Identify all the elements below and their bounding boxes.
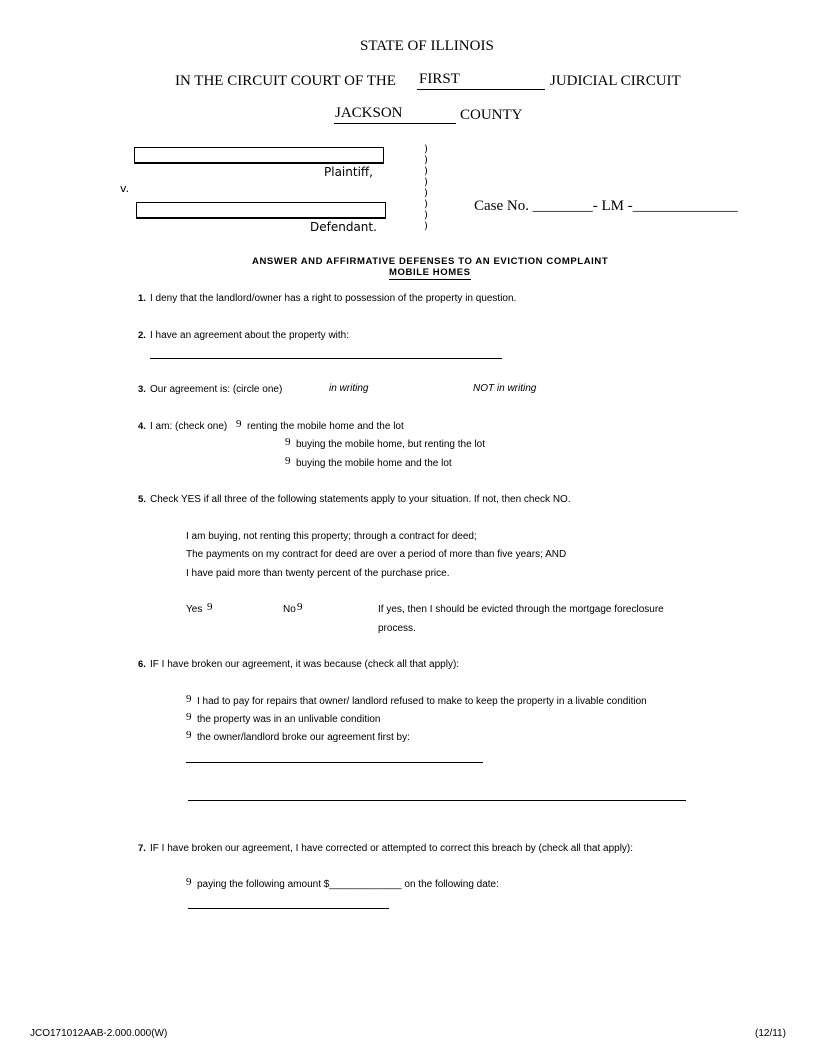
item-6-number: 6. bbox=[138, 659, 146, 670]
item-7-text: IF I have broken our agreement, I have corrected or attempted to correct this breach by (check all that apply): bbox=[150, 843, 634, 854]
statement-3: I have paid more than twenty percent of the purchase price. bbox=[186, 568, 450, 579]
statement-2: The payments on my contract for deed are over a period of more than five years; AND bbox=[186, 549, 567, 560]
county-value: JACKSON bbox=[335, 105, 403, 121]
paren: ) bbox=[424, 210, 428, 221]
item-1-number: 1. bbox=[138, 293, 146, 304]
paren: ) bbox=[424, 155, 428, 166]
paren: ) bbox=[424, 188, 428, 199]
paren: ) bbox=[424, 177, 428, 188]
circuit-value: FIRST bbox=[419, 71, 460, 87]
option-in-writing[interactable]: in writing bbox=[329, 383, 369, 394]
item-6-text: IF I have broken our agreement, it was because (check all that apply): bbox=[150, 659, 460, 670]
item-5-number: 5. bbox=[138, 494, 146, 505]
checkbox-landlord-broke-first[interactable]: 9 bbox=[186, 729, 192, 741]
item-4-number: 4. bbox=[138, 421, 146, 432]
option-buying-home-renting-lot: buying the mobile home, but renting the lot bbox=[296, 439, 486, 450]
payment-date-field[interactable] bbox=[188, 898, 389, 909]
option-unlivable: the property was in an unlivable condition bbox=[197, 714, 381, 725]
county-field[interactable] bbox=[334, 105, 456, 124]
county-label: COUNTY bbox=[460, 107, 523, 123]
form-title: ANSWER AND AFFIRMATIVE DEFENSES TO AN EVICTION COMPLAINT bbox=[252, 256, 609, 267]
item-2-text: I have an agreement about the property with: bbox=[150, 330, 350, 341]
option-paid-repairs: I had to pay for repairs that owner/ landlord refused to make to keep the property in a livable condition bbox=[197, 696, 647, 707]
revision-date: (12/11) bbox=[755, 1028, 786, 1039]
checkbox-paid-repairs[interactable]: 9 bbox=[186, 693, 192, 705]
checkbox-buying-home-renting-lot[interactable]: 9 bbox=[285, 436, 291, 448]
paren: ) bbox=[424, 144, 428, 155]
item-4-text: I am: (check one) bbox=[150, 421, 228, 432]
no-label: No bbox=[283, 604, 296, 615]
defendant-label: Defendant. bbox=[310, 220, 377, 234]
circuit-field[interactable] bbox=[417, 71, 545, 90]
item-5-text: Check YES if all three of the following statements apply to your situation. If not, then check NO. bbox=[150, 494, 571, 505]
plaintiff-label: Plaintiff, bbox=[324, 165, 373, 179]
option-landlord-broke-first: the owner/landlord broke our agreement first by: bbox=[197, 732, 410, 743]
statement-1: I am buying, not renting this property; through a contract for deed; bbox=[186, 531, 477, 542]
circuit-suffix: JUDICIAL CIRCUIT bbox=[550, 73, 681, 89]
checkbox-paying-amount[interactable]: 9 bbox=[186, 876, 192, 888]
checkbox-renting-both[interactable]: 9 bbox=[236, 418, 242, 430]
checkbox-no[interactable]: 9 bbox=[297, 601, 303, 613]
landlord-breach-field-1[interactable] bbox=[186, 752, 483, 763]
item-2-number: 2. bbox=[138, 330, 146, 341]
item-1-text: I deny that the landlord/owner has a right to possession of the property in question. bbox=[150, 293, 517, 304]
item-3-text: Our agreement is: (circle one) bbox=[150, 384, 283, 395]
caption-parentheses bbox=[424, 144, 432, 232]
item-3-number: 3. bbox=[138, 384, 146, 395]
plaintiff-input[interactable] bbox=[134, 147, 384, 164]
checkbox-unlivable[interactable]: 9 bbox=[186, 711, 192, 723]
form-subtitle: MOBILE HOMES bbox=[389, 267, 471, 278]
option-paying-amount: paying the following amount $_____________ on the following date: bbox=[197, 879, 499, 890]
yes-label: Yes bbox=[186, 604, 203, 615]
landlord-breach-field-2[interactable] bbox=[188, 790, 686, 801]
case-number-field[interactable]: Case No. ________- LM -______________ bbox=[474, 198, 738, 214]
option-renting-both: renting the mobile home and the lot bbox=[247, 421, 404, 432]
item-7-number: 7. bbox=[138, 843, 146, 854]
paren: ) bbox=[424, 199, 428, 210]
paren: ) bbox=[424, 166, 428, 177]
defendant-input[interactable] bbox=[136, 202, 386, 219]
court-prefix: IN THE CIRCUIT COURT OF THE bbox=[175, 73, 396, 89]
versus-label: v. bbox=[120, 182, 130, 195]
agreement-with-field[interactable] bbox=[150, 348, 502, 359]
option-buying-both: buying the mobile home and the lot bbox=[296, 458, 452, 469]
foreclosure-note-line-2: process. bbox=[378, 623, 416, 634]
checkbox-buying-both[interactable]: 9 bbox=[285, 455, 291, 467]
foreclosure-note-line-1: If yes, then I should be evicted through the mortgage foreclosure bbox=[378, 604, 664, 615]
state-heading: STATE OF ILLINOIS bbox=[360, 38, 494, 54]
checkbox-yes[interactable]: 9 bbox=[207, 601, 213, 613]
option-not-in-writing[interactable]: NOT in writing bbox=[473, 383, 537, 394]
form-id: JCO171012AAB-2.000.000(W) bbox=[30, 1028, 168, 1039]
paren: ) bbox=[424, 221, 428, 232]
